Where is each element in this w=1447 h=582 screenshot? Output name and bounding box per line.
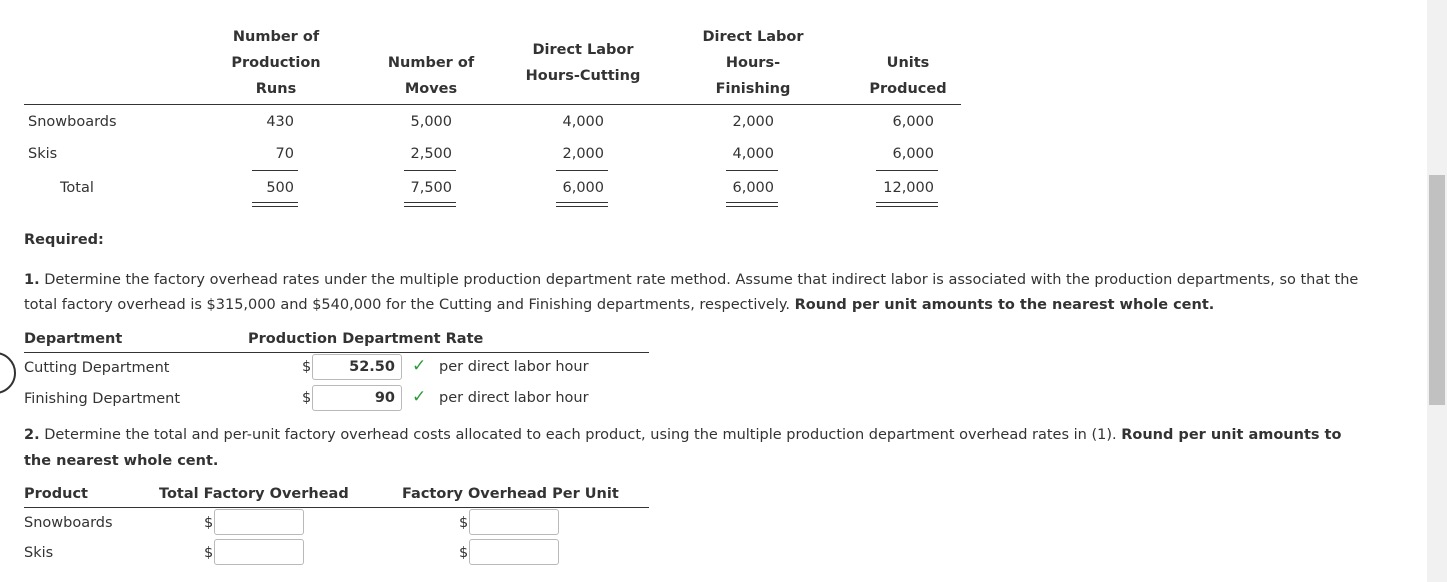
snowboards-per-unit-input[interactable] (469, 509, 559, 535)
finishing-rate-input[interactable]: 90 (312, 385, 402, 411)
sum-line (404, 170, 456, 171)
currency-symbol: $ (459, 545, 469, 561)
q1-col-rate: Production Department Rate (248, 331, 484, 347)
check-icon: ✓ (412, 387, 427, 407)
q1-header-rule (24, 352, 649, 353)
q1-col-department: Department (24, 331, 123, 347)
double-underline (556, 202, 608, 207)
cell-finishing: 2,000 (732, 114, 774, 130)
q1-text: Determine the factory overhead rates under the multiple production department rate method. Assume that indirect labor is associated with the production departments, so that the (44, 272, 1359, 288)
row-label-total: Total (60, 180, 94, 196)
header-moves (366, 50, 496, 102)
q1-row-label-finishing: Finishing Department (24, 391, 181, 407)
row-label-snowboards: Snowboards (28, 114, 117, 130)
header-dl-finishing (678, 24, 828, 102)
q1-text-line2 (24, 297, 1214, 313)
cell-cutting: 2,000 (562, 146, 604, 162)
sum-line (556, 170, 608, 171)
header-line: Direct Labor (532, 42, 634, 58)
header-line: Production (231, 55, 321, 71)
q1-text-line1 (24, 272, 1358, 288)
cell-runs: 70 (275, 146, 294, 162)
step-indicator-circle (0, 352, 16, 394)
header-line: Runs (255, 81, 297, 97)
q2-emphasis-line2: the nearest whole cent. (24, 453, 219, 469)
header-rule (24, 104, 961, 105)
cell-runs: 430 (266, 114, 294, 130)
q2-row-label-snowboards: Snowboards (24, 515, 113, 531)
sum-line (252, 170, 298, 171)
required-heading: Required: (24, 232, 104, 248)
header-line: Produced (869, 81, 947, 97)
header-line: Hours-Cutting (525, 68, 641, 84)
header-line: Number of (232, 29, 320, 45)
snowboards-total-overhead-input[interactable] (214, 509, 304, 535)
header-dl-cutting (508, 37, 658, 89)
double-underline (876, 202, 938, 207)
q2-col-per-unit: Factory Overhead Per Unit (402, 486, 619, 502)
sum-line (876, 170, 938, 171)
q1-text-continued: total factory overhead is $315,000 and $540,000 for the Cutting and Finishing departments, respectively. (24, 297, 791, 313)
header-line: Hours- (725, 55, 781, 71)
header-line: Number of (387, 55, 475, 71)
cell-cutting: 6,000 (562, 180, 604, 196)
cell-finishing: 4,000 (732, 146, 774, 162)
q2-text: Determine the total and per-unit factory overhead costs allocated to each product, using the multiple production department overhead rates in (1). (44, 427, 1117, 443)
currency-symbol: $ (302, 390, 312, 406)
cell-units: 12,000 (883, 180, 934, 196)
double-underline (726, 202, 778, 207)
header-units-produced (858, 50, 958, 102)
cell-moves: 2,500 (410, 146, 452, 162)
header-line: Finishing (715, 81, 791, 97)
q2-header-rule (24, 507, 649, 508)
header-production-runs (211, 24, 341, 102)
rate-unit-label: per direct labor hour (439, 359, 589, 375)
q2-row-label-skis: Skis (24, 545, 54, 561)
double-underline (252, 202, 298, 207)
sum-line (726, 170, 778, 171)
q2-col-total: Total Factory Overhead (159, 486, 349, 502)
header-line: Units (886, 55, 930, 71)
cell-cutting: 4,000 (562, 114, 604, 130)
q2-text-line1 (24, 427, 1341, 443)
cell-finishing: 6,000 (732, 180, 774, 196)
currency-symbol: $ (459, 515, 469, 531)
scrollbar-thumb[interactable] (1429, 175, 1445, 405)
skis-per-unit-input[interactable] (469, 539, 559, 565)
rate-unit-label: per direct labor hour (439, 390, 589, 406)
cell-units: 6,000 (892, 146, 934, 162)
q1-emphasis: Round per unit amounts to the nearest whole cent. (794, 297, 1215, 313)
q2-emphasis: Round per unit amounts to (1121, 427, 1342, 443)
currency-symbol: $ (204, 515, 214, 531)
double-underline (404, 202, 456, 207)
check-icon: ✓ (412, 356, 427, 376)
cell-runs: 500 (266, 180, 294, 196)
q1-row-label-cutting: Cutting Department (24, 360, 170, 376)
cell-moves: 5,000 (410, 114, 452, 130)
header-line: Moves (404, 81, 458, 97)
cutting-rate-input[interactable]: 52.50 (312, 354, 402, 380)
q2-col-product: Product (24, 486, 88, 502)
row-label-skis: Skis (28, 146, 58, 162)
currency-symbol: $ (204, 545, 214, 561)
skis-total-overhead-input[interactable] (214, 539, 304, 565)
cell-units: 6,000 (892, 114, 934, 130)
header-line: Direct Labor (702, 29, 804, 45)
cell-moves: 7,500 (410, 180, 452, 196)
q2-number: 2. (24, 427, 40, 443)
q1-number: 1. (24, 272, 40, 288)
currency-symbol: $ (302, 359, 312, 375)
